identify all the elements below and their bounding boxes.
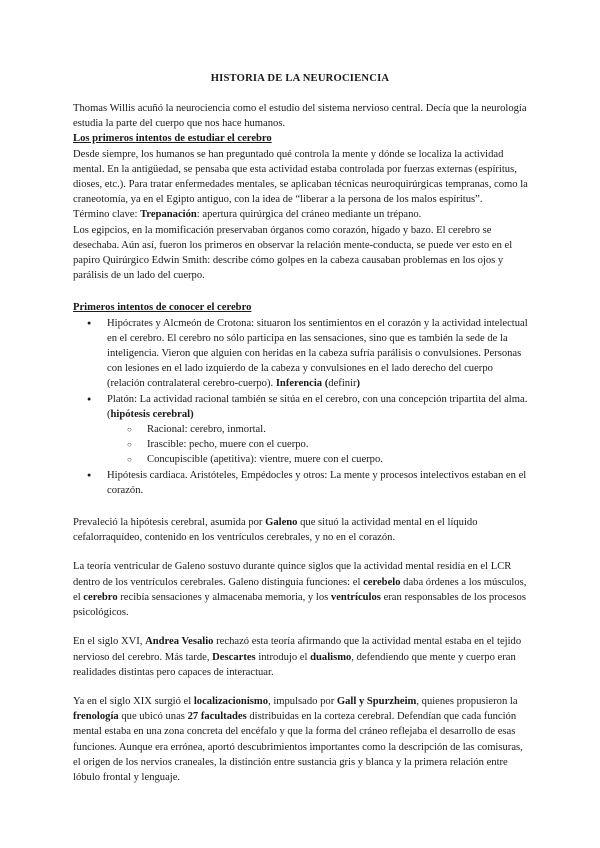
key-term-prefix: Término clave: bbox=[73, 209, 141, 221]
ventricular-text-3: recibía sensaciones y almacenaba memoria, y los bbox=[117, 591, 331, 603]
sublist-item: ○ Irascible: pecho, muere con el cuerpo. bbox=[147, 437, 528, 452]
cerebro-term: cerebro bbox=[83, 591, 118, 603]
frenologia-term: frenología bbox=[73, 711, 119, 723]
dualismo-term: dualismo bbox=[310, 651, 352, 663]
ventricular-text-1: La teoría ventricular de Galeno sostuvo durante quince siglos que la actividad mental residía en el LCR dentro de los ventrículos cerebrales. Galeno distinguía funciones: el bbox=[73, 561, 512, 588]
vesalio-text-3: introdujo el bbox=[255, 651, 311, 663]
platon-close-paren: ) bbox=[190, 408, 194, 420]
xix-text-4: que ubicó unas bbox=[118, 711, 188, 723]
section1-paragraph-1: Desde siempre, los humanos se han preguntado qué controla la mente y dónde se localiza la actividad mental. En la antigüedad, se pensaba que esta actividad estaba controlada por fuerzas externas (espíritus, dioses, etc.). Para tratar enfermedades mentales, se aplicaban técnicas neuroquirúrgicas tempranas, como la craneotomía, ya en el Egipto antiguo, con la idea de “liberar a la persona de los malos espíritus”. bbox=[73, 148, 528, 206]
page-title: HISTORIA DE LA NEUROCIENCIA bbox=[210, 73, 390, 84]
paragraph-galeno bbox=[73, 515, 528, 545]
xix-text-1: Ya en el siglo XIX surgió el bbox=[73, 695, 194, 707]
vesalio-text-2: rechazó esta teoría afirmando que la actividad mental estaba en el tejido nervioso del cerebro. Más tarde, bbox=[73, 636, 522, 663]
descartes-name: Descartes bbox=[212, 651, 256, 663]
sublist-item: ○ Racional: cerebro, inmortal. bbox=[147, 422, 528, 437]
inferencia-definir: definir bbox=[328, 378, 357, 390]
intro-paragraph: Thomas Willis acuñó la neurociencia como el estudio del sistema nervioso central. Decía que la neurología estudia la parte del cuerpo que nos hace humanos. bbox=[73, 103, 527, 130]
facultades-term: 27 facultades bbox=[187, 711, 247, 723]
key-term-definition: : apertura quirúrgica del cráneo mediante un trépano. bbox=[196, 209, 422, 221]
inferencia-open-paren: ( bbox=[322, 378, 329, 390]
vesalio-text-1: En el siglo XVI, bbox=[73, 636, 146, 648]
sublist-item: ○ Concupiscible (apetitiva): vientre, muere con el cuerpo. bbox=[147, 452, 528, 467]
hipocrates-text: Hipócrates y Alcmeón de Crotona: situaron los sentimientos en el corazón y la actividad intelectual en el cerebro. El cerebro no sólo participa en las sensaciones, sino que es también la sede de la inteligencia. Vieron que alguien con heridas en la cabeza sufría parálisis o convulsiones. Personas con lesiones en el lado izquierdo de la cabeza y convulsiones en el lado derecho del cuerpo (relación contralateral cerebro-cuerpo). bbox=[107, 317, 528, 390]
localizacionismo-term: localizacionismo bbox=[193, 695, 269, 707]
ventricular-text-2: daba órdenes a los músculos, el bbox=[73, 576, 527, 603]
galeno-name: Galeno bbox=[265, 517, 298, 529]
ventricular-text-4: eran responsables de los procesos psicológicos. bbox=[73, 591, 526, 619]
hipotesis-cerebral-term: hipótesis cerebral bbox=[110, 408, 191, 420]
vesalio-name: Andrea Vesalio bbox=[145, 636, 214, 648]
list-item-hipocrates bbox=[107, 316, 528, 392]
paragraph-teoria-ventricular bbox=[73, 559, 528, 620]
key-term-paragraph bbox=[73, 207, 528, 222]
inferencia-close-paren: ) bbox=[356, 378, 361, 390]
ventriculos-term: ventrículos bbox=[330, 591, 381, 603]
section-heading-primeros-conocer: Primeros intentos de conocer el cerebro bbox=[73, 302, 252, 314]
xix-text-3: , quienes propusieron la bbox=[416, 695, 518, 707]
gall-spurzheim-names: Gall y Spurzheim bbox=[336, 695, 417, 707]
xix-text-2: , impulsado por bbox=[268, 695, 337, 707]
xix-text-5: distribuidas en la corteza cerebral. Defendían que cada función mental estaba en una zona concreta del encéfalo y que la forma del cráneo reflejaba el desarrollo de esas funciones. Aunque era errónea, aportó descubrimientos importantes como la descripción de las comisuras, el origen de los nervios craneales, la distinción entre sustancia gris y blanca y la primera relación entre lóbulo frontal y lenguaje. bbox=[73, 711, 523, 783]
section1-paragraph-2: Los egipcios, en la momificación preservaban órganos como corazón, hígado y bazo. El cerebro se desechaba. Aún así, fueron los primeros en observar la relación mente-conducta, se puede ver esto en el papiro Quirúrgico Edwin Smith: describe cómo golpes en la cabeza causaban problemas en los ojos y parálisis de un lado del cuerpo. bbox=[73, 224, 513, 282]
platon-text: Platón: La actividad racional también se sitúa en el cerebro, con una concepción tripartita del alma. ( bbox=[107, 393, 528, 420]
paragraph-siglo-xix bbox=[73, 694, 528, 785]
bullet-list bbox=[73, 316, 528, 498]
cerebelo-term: cerebelo bbox=[363, 576, 401, 588]
list-item-hipotesis-cardiaca: ● Hipótesis cardiaca. Aristóteles, Empédocles y otros: La mente y procesos intelectivos estaban en el corazón. bbox=[107, 468, 528, 498]
galeno-text-2: que situó la actividad mental en el líquido cefalorraquídeo, contenido en los ventrículos cerebrales, y no en el corazón. bbox=[73, 517, 478, 544]
galeno-text-1: Prevaleció la hipótesis cerebral, asumida por bbox=[73, 517, 266, 529]
sublist-alma bbox=[107, 422, 528, 468]
section-heading-primeros-estudiar: Los primeros intentos de estudiar el cerebro bbox=[73, 133, 272, 145]
paragraph-vesalio bbox=[73, 634, 528, 680]
document-body bbox=[73, 101, 528, 785]
list-item-platon bbox=[107, 392, 528, 468]
vesalio-text-4: , defendiendo que mente y cuerpo eran realidades distintas pero capaces de interactuar. bbox=[73, 651, 516, 678]
inferencia-term: Inferencia bbox=[275, 378, 323, 390]
key-term-trepanacion: Trepanación bbox=[140, 209, 197, 221]
